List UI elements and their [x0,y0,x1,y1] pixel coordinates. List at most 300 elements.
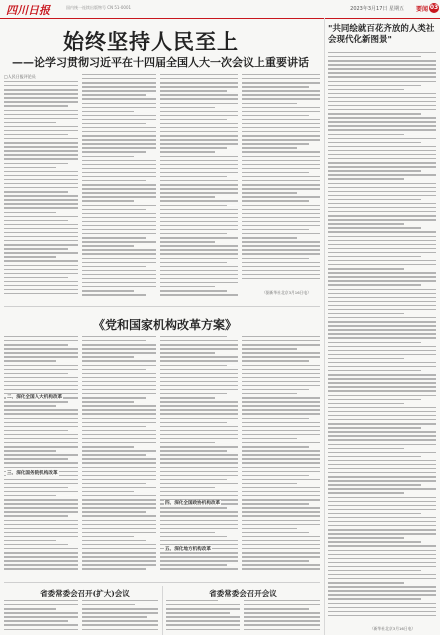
text-line [160,200,238,201]
text-line [160,290,227,291]
lead-kicker: □人民日报评论员 [4,74,36,79]
text-line [4,434,78,435]
text-line [82,616,147,617]
text-line [242,205,320,206]
text-line [328,509,436,510]
text-line [328,390,436,391]
text-line [82,568,146,569]
text-line [244,624,320,625]
text-line [160,568,238,569]
text-line [328,456,421,457]
text-line [328,183,436,184]
text-line [82,540,146,541]
text-line [4,97,78,98]
text-line [82,213,156,214]
text-line [4,348,78,349]
text-line [4,600,78,601]
text-line [328,366,436,367]
text-line [328,350,436,351]
text-line [4,377,78,378]
text-line [82,348,156,349]
text-line [160,434,238,435]
text-line [242,213,320,214]
text-line [328,280,436,281]
text-line [4,293,78,294]
text-line [82,184,156,185]
text-line [160,556,238,557]
text-line [242,336,320,337]
text-line [328,85,421,86]
bottom-left-column-1 [4,600,78,635]
text-line [82,237,146,238]
text-line [160,213,238,214]
text-line [160,94,238,95]
text-line [242,564,320,565]
text-line [82,528,156,529]
text-line [244,600,320,601]
text-line [328,550,436,551]
text-line [328,541,421,542]
text-line [160,172,238,173]
text-line [242,450,320,451]
text-line [242,454,320,455]
text-line [82,151,146,152]
text-line [328,362,436,363]
text-line [82,172,156,173]
text-line [4,608,56,609]
text-line [328,497,436,498]
text-line [4,260,78,261]
text-line [328,529,436,530]
text-line [82,454,146,455]
text-line [328,419,436,420]
text-line [166,616,240,617]
text-line [82,94,146,95]
text-line [4,228,78,229]
text-line [82,249,156,250]
text-line [4,212,56,213]
text-line [160,274,238,275]
text-line [160,491,238,492]
text-line [242,90,320,91]
text-line [328,582,404,583]
text-line [4,515,68,516]
text-line [244,620,320,621]
text-line [82,377,156,378]
text-line [328,574,436,575]
newspaper-logo: 四川日报 [6,4,50,17]
text-line [82,115,156,116]
text-line [4,146,78,147]
lead-column-2 [82,74,156,301]
text-line [4,524,78,525]
text-line [82,467,156,468]
text-line [242,568,320,569]
text-line [244,629,320,630]
text-line [328,505,436,506]
text-line [82,552,156,553]
text-line [82,98,156,99]
text-line [82,266,146,267]
text-line [328,240,436,241]
text-line [160,253,238,254]
text-line [160,352,215,353]
text-line [4,81,78,82]
text-line [160,393,227,394]
text-line [242,442,320,443]
text-line [160,389,238,390]
text-line [4,216,78,217]
text-line [328,427,421,428]
text-line [160,225,238,226]
text-line [328,309,436,310]
text-line [328,448,404,449]
text-line [4,285,78,286]
section-name: 要闻 [415,6,428,13]
text-line [242,168,320,169]
text-line [328,93,436,94]
text-line [4,520,78,521]
text-line [82,253,156,254]
text-line [242,115,309,116]
text-line [328,476,436,477]
text-line [4,195,78,196]
text-line [160,475,238,476]
text-line [328,109,436,110]
text-line [328,578,436,579]
text-line [4,507,78,508]
text-line [160,143,238,144]
publication-info: 国内统一连续出版物号 CN 51-0001 [66,5,132,10]
text-line [166,612,230,613]
text-line [4,220,68,221]
text-line [4,154,78,155]
text-line [242,495,320,496]
text-line [160,233,227,234]
text-line [4,487,68,488]
sidebar-source: （新华社北京3月16日电） [370,626,416,631]
text-line [328,301,436,302]
text-line [160,560,238,561]
lead-column-4 [242,74,320,286]
text-line [82,241,156,242]
text-line [4,236,78,237]
text-line [242,520,320,521]
text-line [242,233,320,234]
text-line [82,74,156,75]
text-line [160,377,238,378]
text-line [4,491,78,492]
text-line [242,369,320,370]
text-line [242,253,320,254]
text-line [242,352,320,353]
text-line [160,454,238,455]
text-line [82,176,156,177]
text-line [328,395,436,396]
text-line [242,164,320,165]
text-line [328,215,436,216]
text-line [328,150,436,151]
text-line [4,118,78,119]
text-line [328,342,421,343]
text-line [82,515,156,516]
text-line [328,293,436,294]
text-line [242,147,297,148]
text-line [4,114,78,115]
text-line [4,244,78,245]
text-line [160,495,238,496]
text-line [82,548,156,549]
text-line [242,241,320,242]
text-line [328,521,436,522]
article-column-4 [242,336,320,576]
text-line [328,517,436,518]
text-line [82,180,146,181]
text-line [160,515,238,516]
lead-column-3 [160,74,238,301]
page-number: 03 [429,4,439,11]
text-line [328,480,436,481]
text-line [242,422,320,423]
text-line [4,467,78,468]
text-line [82,160,156,161]
text-line [328,358,404,359]
text-line [242,249,320,250]
text-line [160,98,238,99]
text-line [4,289,78,290]
lead-subheadline: ——论学习贯彻习近平在十四届全国人大一次会议上重要讲话 [12,56,309,69]
text-line [328,199,421,200]
text-line [4,532,78,533]
text-line [4,620,68,621]
text-line [4,199,78,200]
text-line [4,369,78,370]
section-heading: 三、深化国务院机构改革 [7,471,58,476]
text-line [328,289,436,290]
text-line [82,143,156,144]
text-line [328,484,421,485]
text-line [160,262,227,263]
sidebar-title: "共同绘就百花齐放的人类社会现代化新图景" [328,24,435,45]
text-line [82,600,158,601]
text-line [160,111,238,112]
text-line [328,537,404,538]
text-line [160,532,215,533]
text-line [328,607,436,608]
text-line [242,479,320,480]
text-line [82,430,156,431]
text-line [242,119,320,120]
text-line [328,187,436,188]
text-line [4,101,78,102]
text-line [242,82,320,83]
text-line [242,180,320,181]
text-line [242,131,320,132]
article-column-3 [160,336,238,576]
text-line [166,604,240,605]
text-line [160,536,227,537]
text-line [328,231,436,232]
text-line [160,520,238,521]
text-line [328,166,436,167]
text-line [160,564,227,565]
text-line [328,317,436,318]
text-line [328,346,436,347]
text-line [242,552,320,553]
text-line [242,229,309,230]
text-line [328,64,436,65]
text-line [82,286,156,287]
text-line [242,462,320,463]
text-line [82,196,156,197]
text-line [82,389,156,390]
text-line [328,297,436,298]
issue-date: 2023年3月17日 星期五 [350,6,404,12]
text-line [160,294,238,295]
text-line [82,209,146,210]
text-line [82,274,156,275]
text-line [328,452,436,453]
text-line [328,89,404,90]
text-line [82,385,156,386]
text-line [242,544,320,545]
text-line [82,373,156,374]
text-line [242,401,320,402]
bottom-left-column-2 [82,600,158,635]
text-line [328,146,436,147]
text-line [160,209,238,210]
text-line [328,97,436,98]
text-line [4,548,78,549]
text-line [82,422,156,423]
text-line [82,360,156,361]
text-line [242,184,320,185]
text-line [328,264,436,265]
text-line [328,134,404,135]
text-line [242,511,320,512]
text-line [242,491,320,492]
text-line [82,78,156,79]
text-line [160,241,215,242]
text-line [160,438,238,439]
lead-headline: 始终坚持人民至上 [63,29,239,54]
text-line [242,524,320,525]
text-line [160,507,227,508]
text-line [242,487,320,488]
text-line [328,191,436,192]
text-line [160,249,238,250]
text-line [160,524,238,525]
text-line [82,86,156,87]
text-line [242,389,309,390]
text-line [242,458,320,459]
text-line [160,78,238,79]
text-line [82,495,156,496]
text-line [160,540,238,541]
text-line [328,268,404,269]
text-line [160,336,227,337]
text-line [160,127,238,128]
text-line [242,413,320,414]
text-line [82,192,156,193]
text-line [328,468,436,469]
text-line [4,450,56,451]
text-line [242,278,320,279]
text-line [82,511,146,512]
text-line [4,93,78,94]
text-line [328,138,436,139]
text-line [328,121,436,122]
text-line [4,604,78,605]
text-line [82,103,156,104]
text-line [160,409,238,410]
text-line [160,552,238,553]
text-line [242,188,320,189]
text-line [82,475,156,476]
text-line [4,138,78,139]
text-line [242,365,320,366]
text-line [82,397,146,398]
text-line [82,258,156,259]
text-line [82,278,156,279]
text-line [4,232,78,233]
text-line [82,434,156,435]
text-line [82,491,134,492]
text-line [328,117,436,118]
text-line [160,528,238,529]
text-line [242,172,309,173]
text-line [4,207,78,208]
text-line [82,450,156,451]
text-line [4,385,78,386]
text-line [82,620,158,621]
text-line [82,471,156,472]
text-line [82,340,146,341]
text-line [242,434,320,435]
text-line [242,515,320,516]
text-line [4,336,78,337]
text-line [242,111,320,112]
text-line [242,74,320,75]
text-line [160,184,238,185]
text-line [328,586,436,587]
text-line [160,107,215,108]
text-line [242,192,297,193]
text-line [242,221,320,222]
text-line [328,545,436,546]
text-line [160,422,227,423]
text-line [82,119,156,120]
text-line [82,270,156,271]
text-line [160,217,238,218]
text-line [4,356,78,357]
text-line [328,558,436,559]
text-line [160,156,238,157]
text-line [242,266,320,267]
text-line [82,82,156,83]
text-line [4,281,78,282]
text-line [328,423,436,424]
bottom-right-title: 省委常委会召开会议 [209,589,277,598]
text-line [82,262,156,263]
text-line [242,237,297,238]
text-line [242,532,309,533]
text-line [82,107,156,108]
text-line [166,620,240,621]
text-line [160,205,227,206]
text-line [160,74,238,75]
section-heading: 四、深化全国政协机构改革 [165,501,221,506]
